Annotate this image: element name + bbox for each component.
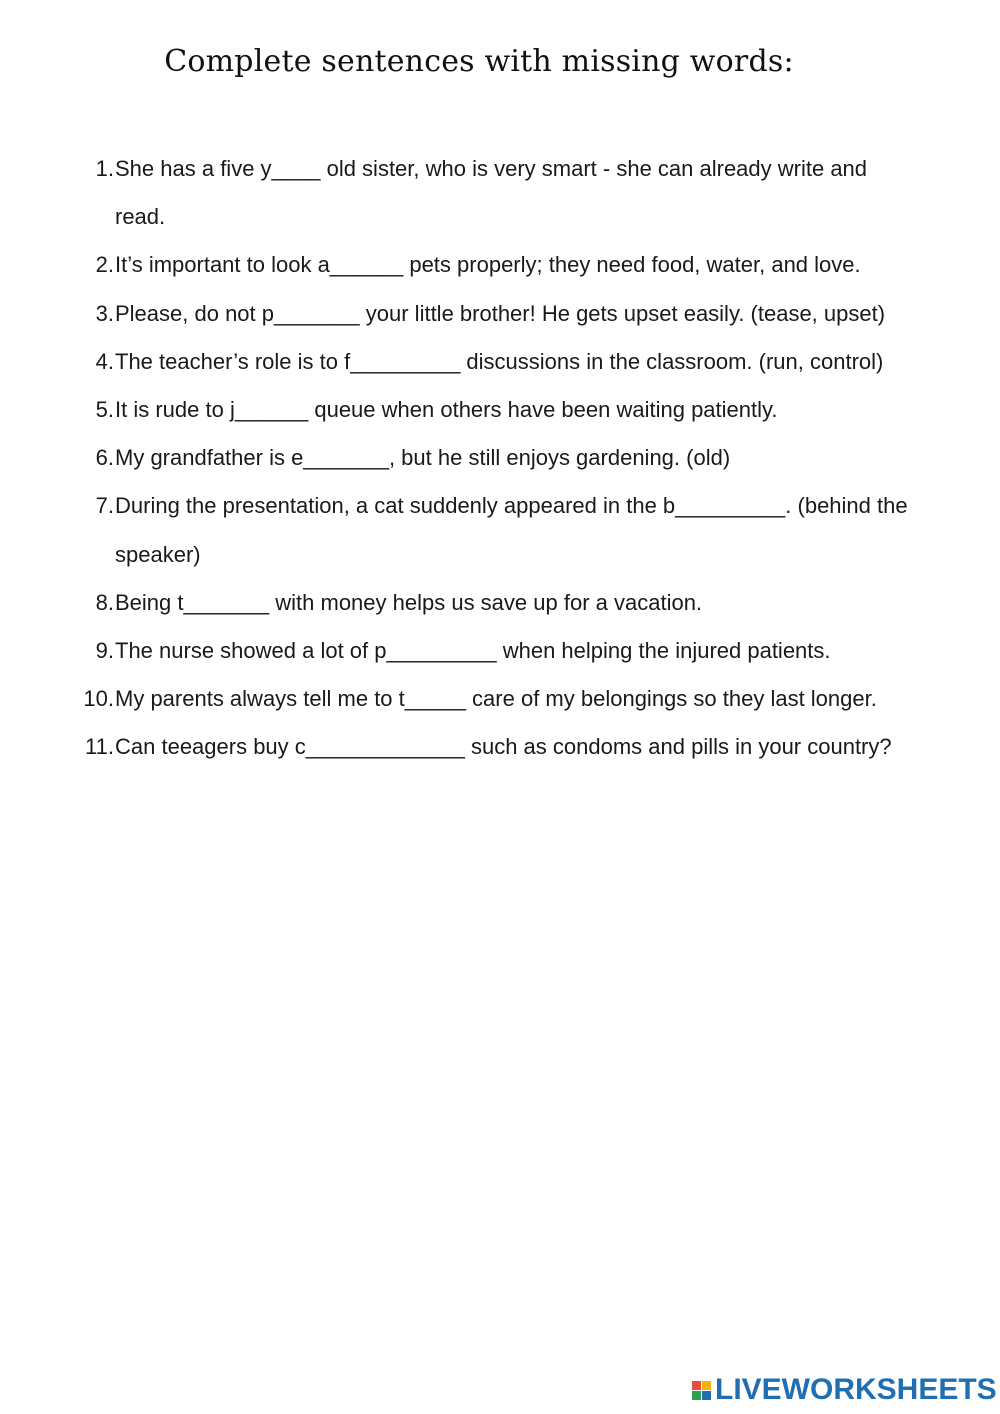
item-text: My parents always tell me to t_____ care of my belongings so they last longer. — [115, 686, 877, 712]
item-text: It’s important to look a______ pets properly; they need food, water, and love. — [115, 252, 861, 278]
item-text: Please, do not p_______ your little brother! He gets upset easily. (tease, upset) — [115, 300, 886, 326]
item-text: It is rude to j______ queue when others have been waiting patiently. — [115, 397, 778, 423]
worksheet-title: Complete sentences with missing words: — [164, 44, 794, 79]
list-item — [70, 241, 920, 289]
logo-square — [692, 1381, 701, 1390]
list-item — [70, 482, 920, 578]
item-text: During the presentation, a cat suddenly appeared in the b_________. (behind the speaker) — [115, 493, 908, 567]
logo-square — [702, 1391, 711, 1400]
item-number: 2. — [95, 252, 114, 278]
item-text: The teacher’s role is to f_________ discussions in the classroom. (run, control) — [115, 348, 884, 374]
list-item — [70, 290, 920, 338]
sentence-list — [70, 145, 920, 772]
item-text: The nurse showed a lot of p_________ when helping the injured patients. — [115, 638, 831, 664]
item-number: 8. — [95, 589, 114, 615]
item-number: 4. — [95, 348, 114, 374]
list-item — [70, 434, 920, 482]
item-number: 6. — [95, 445, 114, 471]
list-item — [70, 338, 920, 386]
item-number: 10. — [83, 686, 114, 712]
list-item — [70, 627, 920, 675]
list-item — [70, 579, 920, 627]
item-text: She has a five y____ old sister, who is very smart - she can already write and read. — [115, 156, 868, 230]
list-item — [70, 386, 920, 434]
liveworksheets-logo-icon — [692, 1381, 711, 1400]
logo-square — [692, 1391, 701, 1400]
list-item — [70, 675, 920, 723]
item-number: 3. — [95, 300, 114, 326]
item-text: Can teeagers buy c_____________ such as condoms and pills in your country? — [115, 734, 892, 760]
item-number: 11. — [85, 734, 114, 760]
list-item — [70, 723, 920, 771]
item-text: Being t_______ with money helps us save up for a vacation. — [115, 589, 703, 615]
logo-text: LIVEWORKSHEETS — [715, 1373, 997, 1406]
logo-square — [702, 1381, 711, 1390]
item-text: My grandfather is e_______, but he still enjoys gardening. (old) — [115, 445, 731, 471]
item-number: 9. — [95, 638, 114, 664]
liveworksheets-logo — [692, 1373, 997, 1407]
item-number: 7. — [95, 493, 114, 519]
item-number: 1. — [95, 156, 114, 181]
item-number: 5. — [95, 397, 114, 423]
list-item — [70, 145, 920, 241]
